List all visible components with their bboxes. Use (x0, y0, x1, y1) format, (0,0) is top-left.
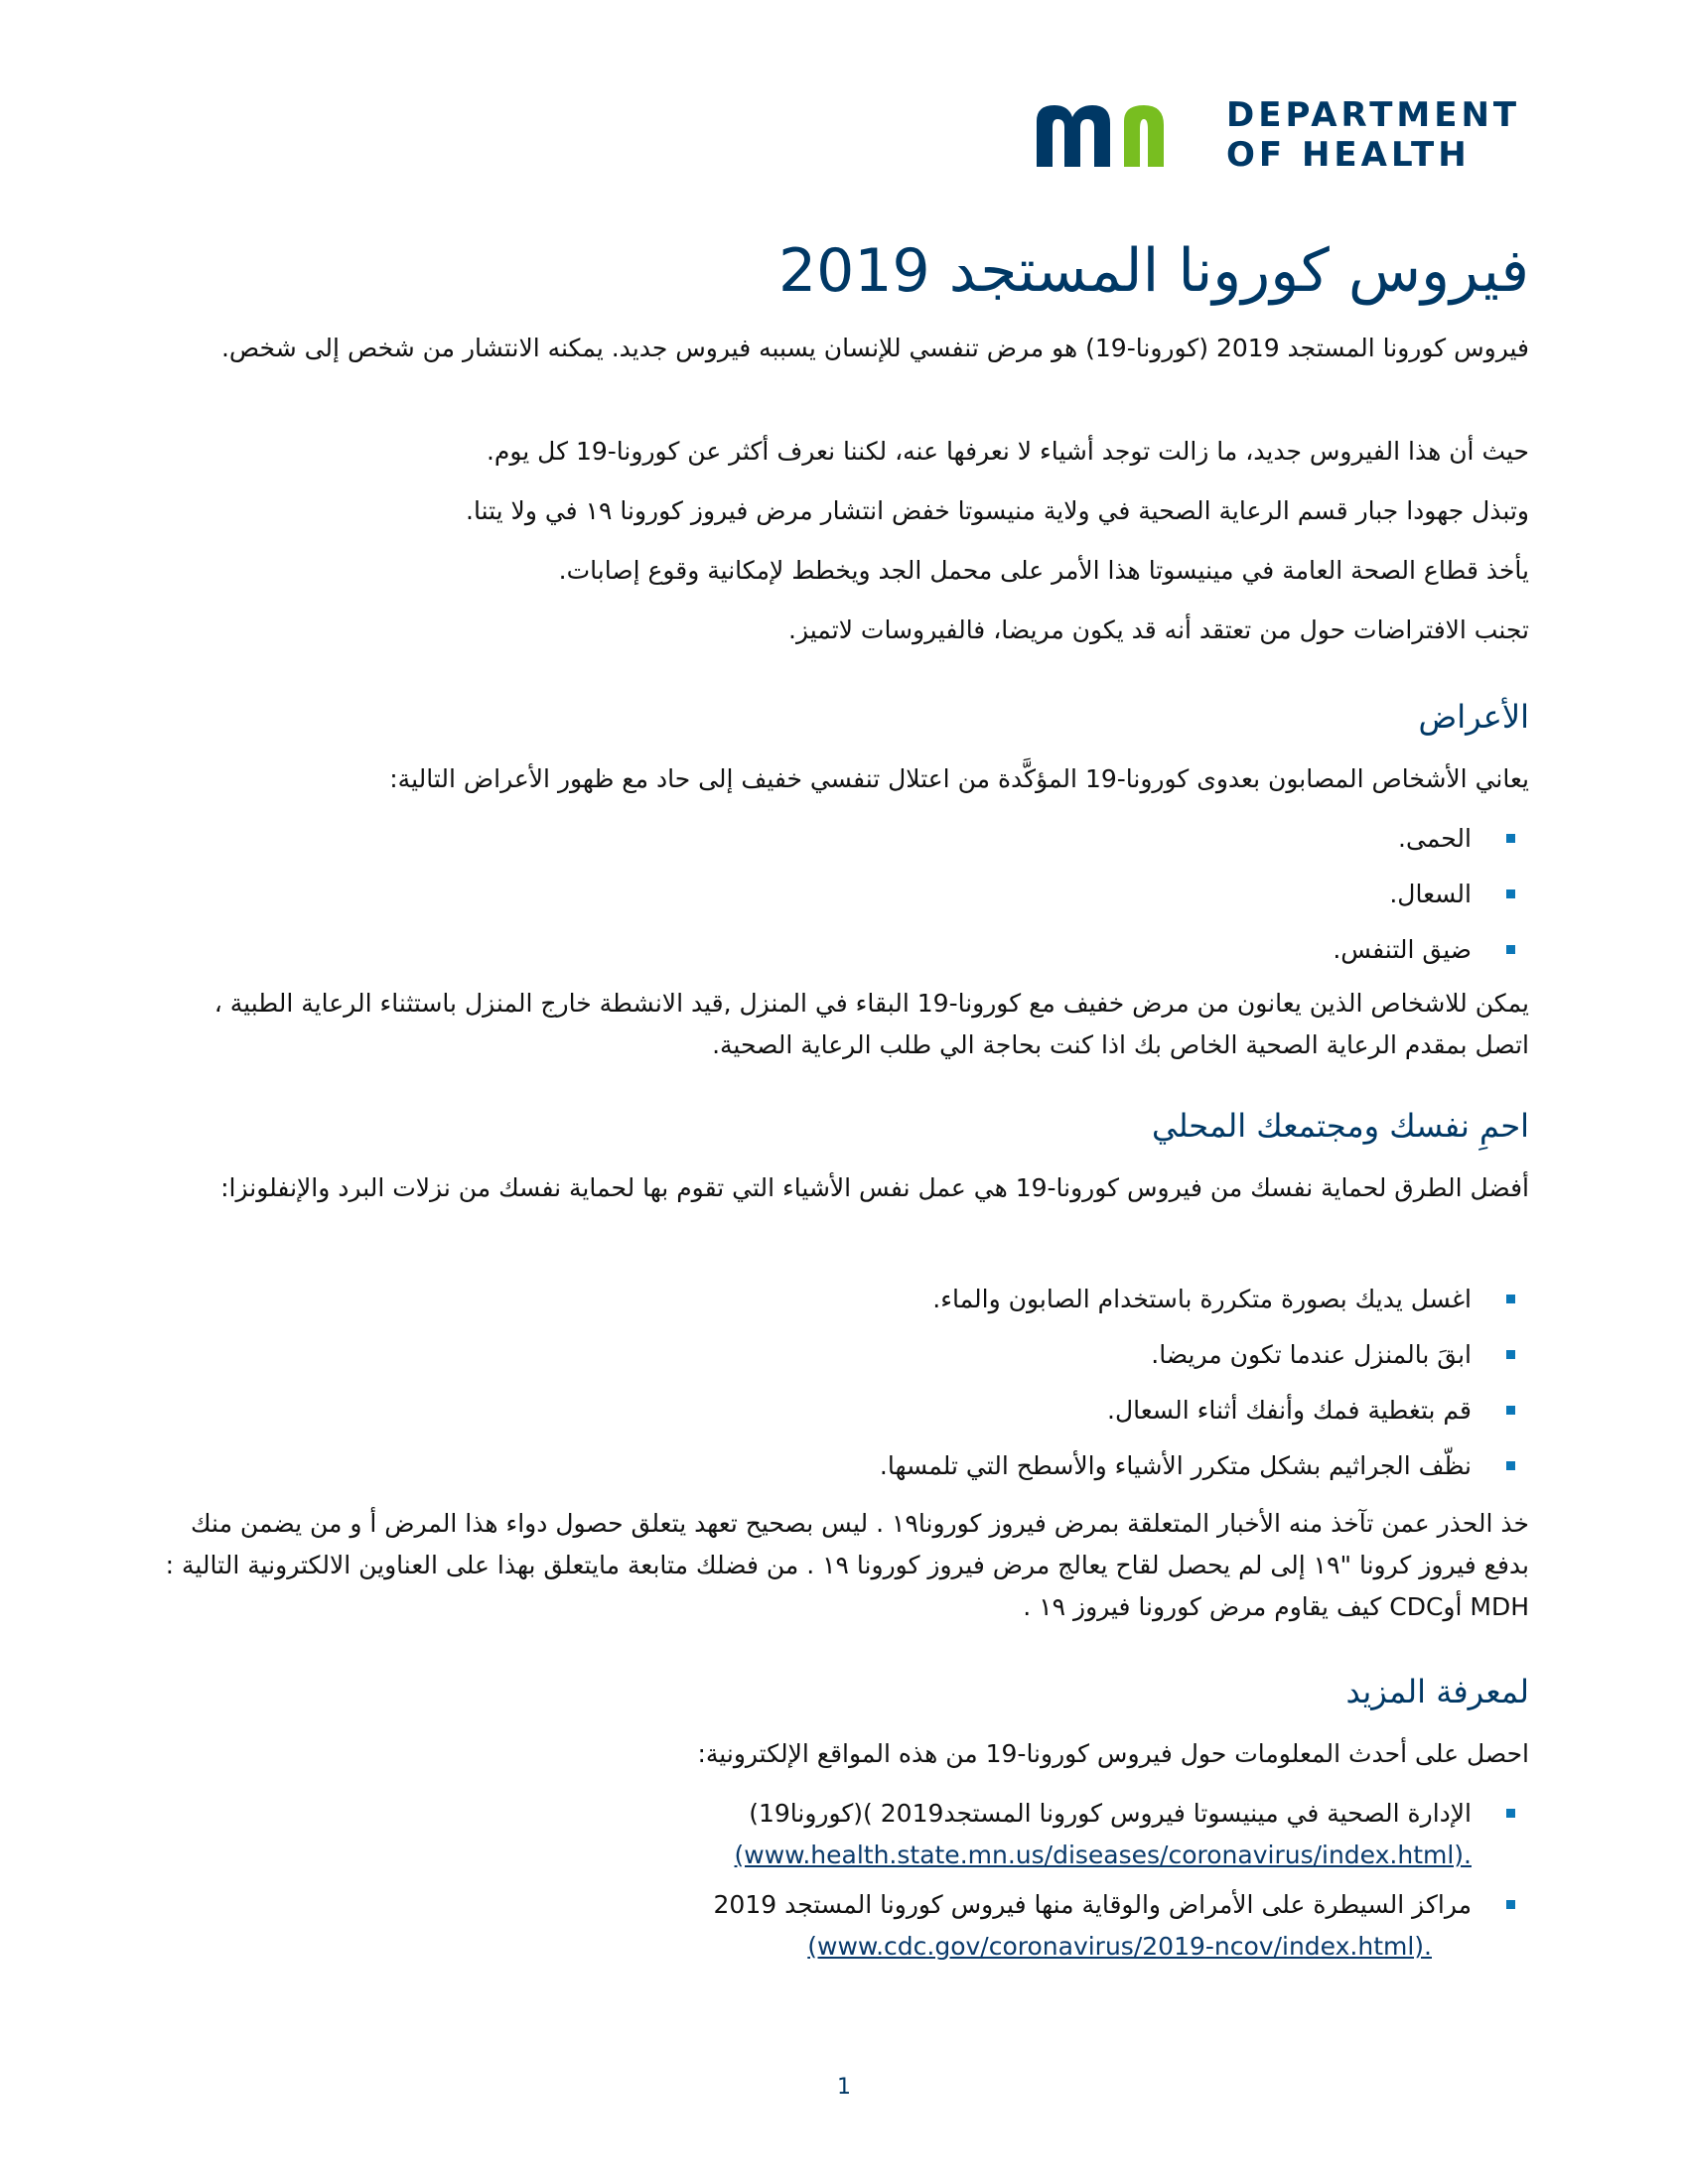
list-item-text: نظّف الجراثيم بشكل متكرر الأشياء والأسطح التي تلمسها. (879, 1451, 1472, 1480)
resource-label-cdc: مراكز السيطرة على الأمراض والوقاية منها فيروس كورونا المستجد 2019 (713, 1890, 1472, 1919)
list-item (159, 1390, 1529, 1432)
list-item-text: قم بتغطية فمك وأنفك أثناء السعال. (1107, 1396, 1472, 1425)
intro-paragraph-3: وتبذل جهودا جبار قسم الرعاية الصحية في ولاية منيسوتا خفض انتشار مرض فيروز كورونا ١٩ في ولا يتنا. (466, 496, 1529, 525)
list-item (159, 1334, 1529, 1376)
list-item (159, 1445, 1529, 1487)
protect-intro: أفضل الطرق لحماية نفسك من فيروس كورونا-19 هي عمل نفس الأشياء التي تقوم بها لحماية نفسك من نزلات البرد والإنفلونزا: (220, 1173, 1529, 1202)
cdc-coronavirus-link[interactable]: (www.cdc.gov/coronavirus/2019-ncov/index.html). (807, 1932, 1432, 1961)
list-item (159, 818, 1529, 860)
bullet-icon (1506, 1350, 1515, 1359)
org-name-line1: DEPARTMENT (1226, 95, 1521, 135)
resource-label-mdh: الإدارة الصحية في مينيسوتا فيروس كورونا المستجد2019 )(كورونا19) (749, 1799, 1472, 1828)
org-name (1226, 95, 1534, 175)
list-item (159, 1884, 1529, 1968)
list-item (159, 929, 1529, 971)
learn-more-intro: احصل على أحدث المعلومات حول فيروس كورونا-19 من هذه المواقع الإلكترونية: (697, 1739, 1529, 1768)
symptoms-heading: الأعراض (1418, 698, 1529, 736)
protect-list (159, 1279, 1529, 1501)
symptoms-list (159, 818, 1529, 985)
protect-heading: احمِ نفسك ومجتمعك المحلي (1152, 1107, 1529, 1145)
org-name-line2: OF HEALTH (1226, 135, 1471, 175)
learn-more-heading: لمعرفة المزيد (1345, 1673, 1529, 1710)
bullet-icon (1506, 1406, 1515, 1415)
bullet-icon (1506, 834, 1515, 843)
list-item-text: ابقَ بالمنزل عندما تكون مريضا. (1151, 1340, 1472, 1369)
list-item (159, 1279, 1529, 1320)
misinformation-warning: خذ الحذر عمن تآخذ منه الأخبار المتعلقة بمرض فيروز كورونا١٩ . ليس بصحيح تعهد يتعلق حصول دواء هذا المرض أ و من يضمن منك بدفع فيروز كرونا "١٩ إلى لم يحصل لقاح يعالج مرض فيروز كورونا ١٩ . من فضلك متابعة مايتعلق بهذا على العناوين الالكترونية التالية : MDH أوCDC كيف يقاوم مرض كورونا فيروز ١٩ . (165, 1509, 1529, 1621)
page-title: فيروس كورونا المستجد 2019 (777, 236, 1529, 306)
bullet-icon (1506, 1900, 1515, 1909)
bullet-icon (1506, 1295, 1515, 1303)
list-item-text: ضيق التنفس. (1333, 935, 1472, 964)
bullet-icon (1506, 945, 1515, 954)
intro-paragraph-1: فيروس كورونا المستجد 2019 (كورونا-19) هو مرض تنفسي للإنسان يسببه فيروس جديد. يمكنه الانتشار من شخص إلى شخص. (220, 334, 1529, 362)
symptoms-intro: يعاني الأشخاص المصابون بعدوى كورونا-19 المؤكَّدة من اعتلال تنفسي خفيف إلى حاد مع ظهور الأعراض التالية: (389, 764, 1529, 793)
list-item-text: السعال. (1389, 880, 1472, 908)
intro-paragraph-2: حيث أن هذا الفيروس جديد، ما زالت توجد أشياء لا نعرفها عنه، لكننا نعرف أكثر عن كورونا-19 كل يوم. (486, 437, 1529, 466)
bullet-icon (1506, 889, 1515, 898)
list-item-text: الحمى. (1398, 824, 1472, 853)
page-number: 1 (837, 2075, 851, 2100)
mdh-coronavirus-link[interactable]: (www.health.state.mn.us/diseases/coronavirus/index.html). (734, 1841, 1472, 1869)
bullet-icon (1506, 1461, 1515, 1470)
intro-paragraph-4: يأخذ قطاع الصحة العامة في مينيسوتا هذا الأمر على محمل الجد ويخطط لإمكانية وقوع إصابات. (558, 556, 1529, 585)
list-item-text: اغسل يديك بصورة متكررة باستخدام الصابون والماء. (932, 1285, 1472, 1313)
intro-paragraph-5: تجنب الافتراضات حول من تعتقد أنه قد يكون مريضا، فالفيروسات لاتميز. (788, 615, 1529, 644)
list-item (159, 1793, 1529, 1876)
symptoms-note: يمكن للاشخاص الذين يعانون من مرض خفيف مع كورونا-19 البقاء في المنزل ,قيد الانشطة خارج المنزل باستثناء الرعاية الطبية ، اتصل بمقدم الرعاية الصحية الخاص بك اذا كنت بحاجة الي طلب الرعاية الصحية. (213, 989, 1529, 1059)
mdh-logo (1033, 95, 1529, 175)
mn-logo-icon (1033, 99, 1201, 169)
resource-links-list (159, 1793, 1529, 1976)
list-item (159, 874, 1529, 915)
bullet-icon (1506, 1809, 1515, 1818)
